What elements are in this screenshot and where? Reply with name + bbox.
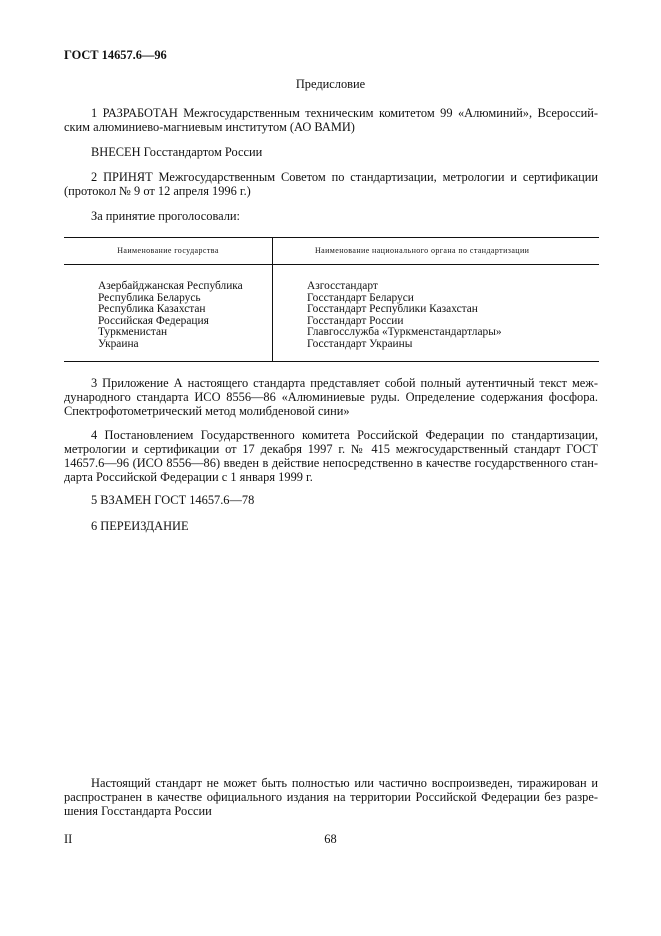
col-body-header: Наименование национального органа по стандартизации [273,238,600,265]
item-resolution-line4: дарта Российской Федерации с 1 января 1999 г. [64,470,313,484]
item-adopted-line1: 2 ПРИНЯТ Межгосударственным Советом по стандартизации, метрологии и сертификации [91,170,598,184]
item-annex-line1: 3 Приложение А настоящего стандарта представляет собой полный аутентичный текст меж- [91,376,598,390]
item-developed [64,106,598,134]
copyright-note [64,776,598,818]
body-name: Госстандарт Беларуси [307,291,414,304]
page-number: 68 [324,832,337,846]
item-adopted-line2: (протокол № 9 от 12 апреля 1996 г.) [64,184,251,198]
item-resolution-line3: 14657.6—96 (ИСО 8556—86) введен в действие непосредственно в качестве государственного стан- [64,456,598,470]
body-name: Госстандарт Украины [307,337,413,350]
state-name: Республика Казахстан [98,303,206,315]
voting-table [64,237,599,362]
state-name: Республика Беларусь [98,291,201,304]
roman-page-number: II [64,832,73,846]
item-annex-line3: Спектрофотометрический метод молибденовой сини» [64,404,350,418]
voted-label: За принятие проголосовали: [91,209,240,223]
copyright-line1: Настоящий стандарт не может быть полностью или частично воспроизведен, тиражирован и [91,776,598,790]
item-developed-line1: 1 РАЗРАБОТАН Межгосударственным техническим комитетом 99 «Алюминий», Всероссий- [91,106,598,120]
section-title: Предисловие [295,77,366,91]
state-name: Туркменистан [98,326,168,338]
item-replaces: 5 ВЗАМЕН ГОСТ 14657.6—78 [91,493,255,507]
state-name: Азербайджанская Республика [98,280,243,292]
body-name: Главгосслужба «Туркменстандартлары» [307,326,502,338]
copyright-line3: шения Госстандарта России [64,804,212,818]
document-header: ГОСТ 14657.6—96 [64,48,167,62]
state-name: Российская Федерация [98,314,209,327]
item-developed-line2: ским алюминиево-магниевым институтом (АО ВАМИ) [64,120,355,134]
copyright-line2: распространен в качестве официального издания на территории Российской Федерации без разре- [64,790,598,804]
item-adopted [64,170,598,198]
body-name: Госстандарт Республики Казахстан [307,303,478,315]
item-annex [64,376,598,418]
voting-table-body [64,265,599,362]
body-list [273,265,600,362]
state-name: Украина [98,337,139,350]
item-reissue: 6 ПЕРЕИЗДАНИЕ [91,519,189,533]
item-resolution-line2: метрологии и сертификации от 17 декабря 1997 г. № 415 межгосударственный стандарт ГОСТ [64,442,598,456]
item-resolution-line1: 4 Постановлением Государственного комитета Российской Федерации по стандартизации, [91,428,598,442]
item-resolution [64,428,598,484]
state-list [64,265,273,362]
item-introduced: ВНЕСЕН Госстандартом России [91,145,263,159]
body-name: Азгосстандарт [307,280,378,292]
item-annex-line2: дународного стандарта ИСО 8556—86 «Алюминиевые руды. Определение содержания фосфора. [64,390,598,404]
voting-table-header [64,238,599,265]
col-state-header: Наименование государства [64,238,273,265]
body-name: Госстандарт России [307,314,404,327]
